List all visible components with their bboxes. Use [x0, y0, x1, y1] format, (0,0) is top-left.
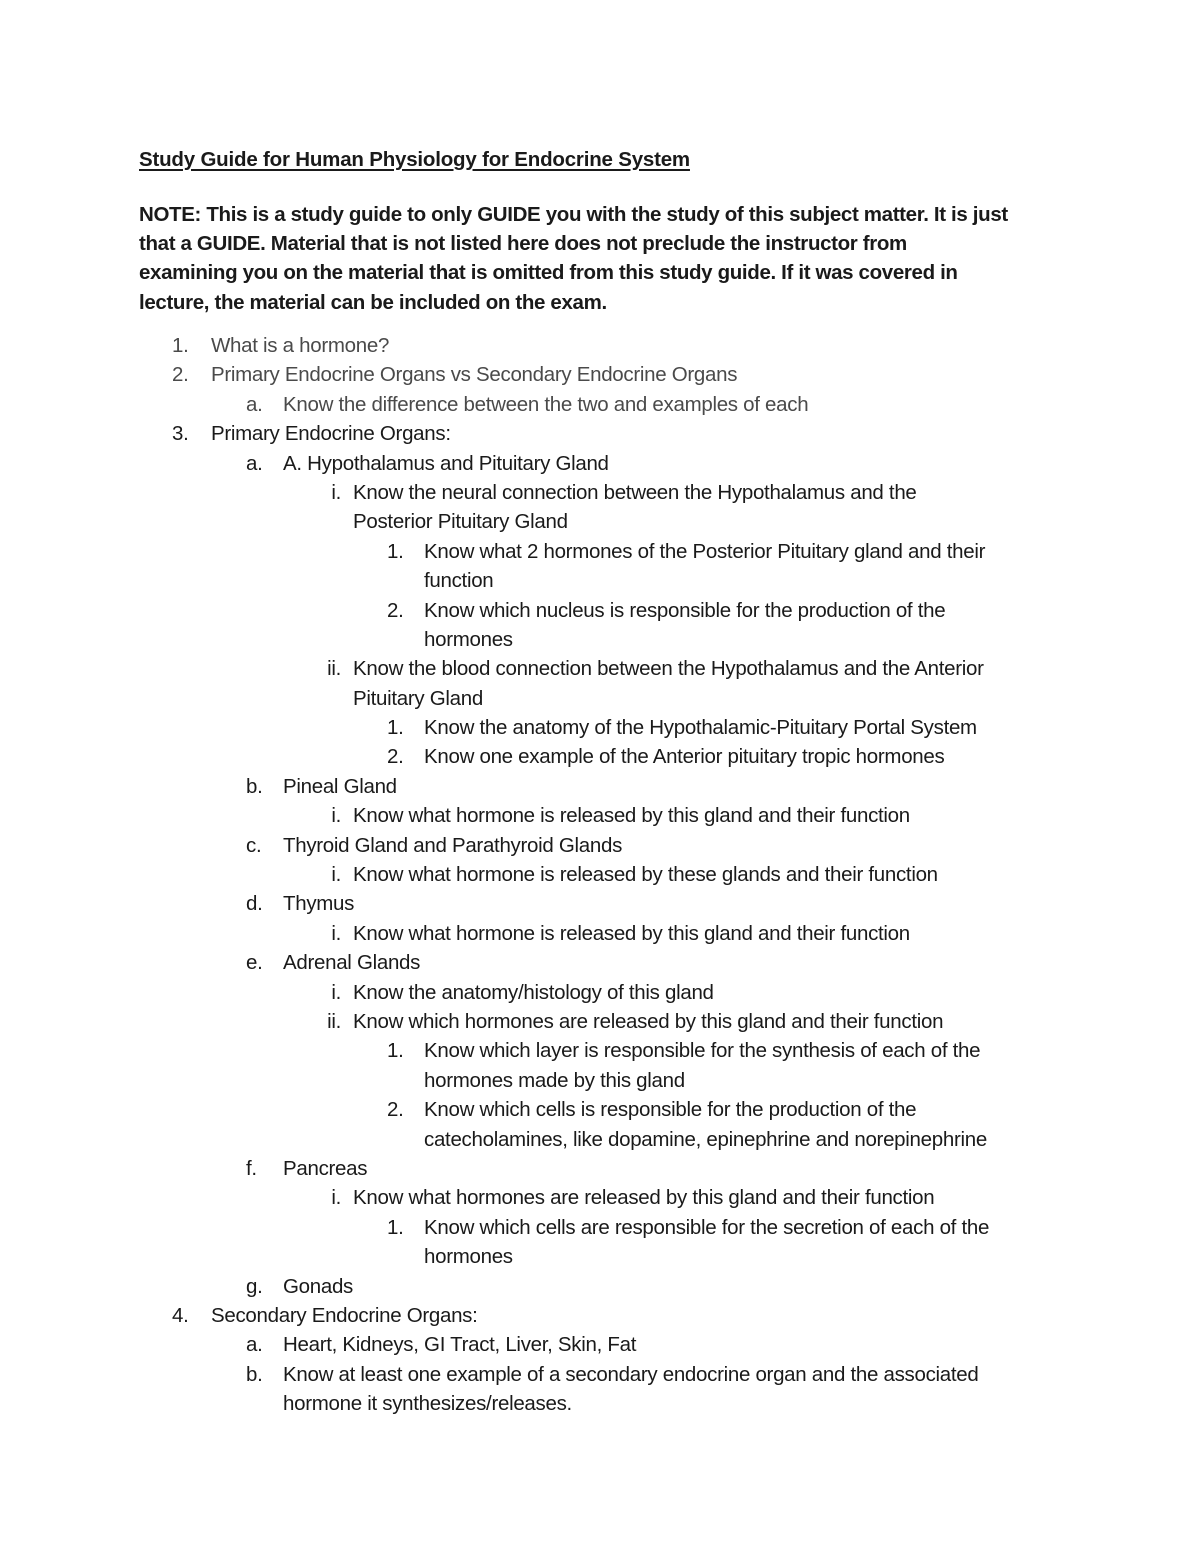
- outline-item-level-3: [0, 1183, 1200, 1212]
- outline-text: Pancreas: [283, 1156, 368, 1180]
- outline-text: Thymus: [283, 892, 355, 916]
- outline-item-continuation: [0, 1242, 1200, 1271]
- outline-marker: a.: [246, 1333, 263, 1357]
- outline-text: hormones made by this gland: [424, 1068, 685, 1092]
- outline-marker: 2.: [387, 1098, 404, 1122]
- outline-item-level-2: [0, 889, 1200, 918]
- outline-item-level-4: [0, 1036, 1200, 1065]
- outline-marker: b.: [246, 1362, 263, 1386]
- outline-item-level-2: [0, 1272, 1200, 1301]
- outline-text: A. Hypothalamus and Pituitary Gland: [283, 451, 609, 475]
- outline-marker: 2.: [387, 745, 404, 769]
- outline-text: Heart, Kidneys, GI Tract, Liver, Skin, Fat: [283, 1333, 637, 1357]
- outline-item-level-4: [0, 596, 1200, 625]
- outline-text: Know the blood connection between the Hypothalamus and the Anterior: [353, 657, 984, 681]
- outline-text: Know the difference between the two and examples of each: [283, 392, 809, 416]
- outline-item-level-3: [0, 654, 1200, 683]
- outline-marker: f.: [246, 1156, 257, 1180]
- note-line: NOTE: This is a study guide to only GUIDE you with the study of this subject matter. It is just: [139, 203, 1008, 226]
- outline-item-continuation: [0, 684, 1200, 713]
- note-line: that a GUIDE. Material that is not listed here does not preclude the instructor from: [139, 232, 907, 256]
- outline-marker: ii.: [327, 657, 341, 681]
- outline-item-level-3: [0, 919, 1200, 948]
- outline-marker: e.: [246, 951, 263, 975]
- outline-text: function: [424, 569, 494, 593]
- outline-marker: 1.: [387, 1039, 404, 1063]
- outline-item-level-3: [0, 860, 1200, 889]
- outline-marker: 3.: [172, 422, 189, 446]
- outline-text: Know at least one example of a secondary endocrine organ and the associated: [283, 1362, 979, 1386]
- outline-item-level-3: [0, 801, 1200, 830]
- outline-item-continuation: [0, 1389, 1200, 1418]
- outline-text: Know which cells is responsible for the production of the: [424, 1098, 917, 1122]
- outline-item-level-4: [0, 713, 1200, 742]
- note-line: lecture, the material can be included on the exam.: [139, 290, 607, 314]
- outline-marker: 2.: [172, 363, 189, 387]
- outline-text: Know which nucleus is responsible for the production of the: [424, 598, 946, 622]
- outline-marker: 1.: [172, 334, 189, 357]
- outline-marker: 1.: [387, 716, 404, 740]
- outline-marker: 2.: [387, 598, 404, 622]
- outline-marker: i.: [331, 480, 341, 504]
- outline-text: Primary Endocrine Organs vs Secondary Endocrine Organs: [211, 363, 738, 387]
- outline-item-level-2: [0, 449, 1200, 478]
- outline-item-level-2: [0, 772, 1200, 801]
- outline-text: What is a hormone?: [211, 334, 390, 357]
- outline-text: Know which hormones are released by this gland and their function: [353, 1009, 944, 1033]
- outline-marker: ii.: [327, 1009, 341, 1033]
- outline-item-continuation: [0, 507, 1200, 536]
- outline-item-level-3: [0, 1007, 1200, 1036]
- outline-text: Pituitary Gland: [353, 686, 483, 710]
- outline-text: hormones: [424, 1245, 513, 1269]
- note-line: examining you on the material that is omitted from this study guide. If it was covered in: [139, 261, 958, 285]
- note-paragraph: [139, 200, 1069, 317]
- outline-marker: g.: [246, 1274, 263, 1298]
- outline-marker: i.: [331, 804, 341, 828]
- outline-marker: i.: [331, 980, 341, 1004]
- outline-text: Know the anatomy of the Hypothalamic-Pituitary Portal System: [424, 716, 977, 740]
- outline-item-level-4: [0, 1095, 1200, 1124]
- outline-item-continuation: [0, 1066, 1200, 1095]
- outline-item-level-3: [0, 978, 1200, 1007]
- outline-text: Gonads: [283, 1274, 354, 1298]
- outline-text: Thyroid Gland and Parathyroid Glands: [283, 833, 623, 857]
- outline-text: Know the anatomy/histology of this gland: [353, 980, 714, 1004]
- outline-item-level-2: [0, 831, 1200, 860]
- outline-marker: a.: [246, 451, 263, 475]
- outline-text: Know the neural connection between the Hypothalamus and the: [353, 480, 917, 504]
- outline-item-continuation: [0, 625, 1200, 654]
- outline-text: hormones: [424, 627, 513, 651]
- outline-item-level-1: [0, 331, 1200, 360]
- outline-item-level-2: [0, 1154, 1200, 1183]
- outline-marker: a.: [246, 392, 263, 416]
- outline-text: Know what hormone is released by these glands and their function: [353, 863, 938, 887]
- outline-marker: 1.: [387, 1215, 404, 1239]
- outline-item-level-2: [0, 1360, 1200, 1389]
- outline-item-level-3: [0, 478, 1200, 507]
- outline-marker: i.: [331, 863, 341, 887]
- outline-item-continuation: [0, 1125, 1200, 1154]
- study-outline: [0, 331, 1200, 1418]
- outline-marker: b.: [246, 774, 263, 798]
- outline-text: Know what 2 hormones of the Posterior Pituitary gland and their: [424, 539, 986, 563]
- outline-text: Know one example of the Anterior pituitary tropic hormones: [424, 745, 945, 769]
- outline-item-level-4: [0, 742, 1200, 771]
- outline-text: Primary Endocrine Organs:: [211, 422, 451, 446]
- outline-text: Pineal Gland: [283, 774, 397, 798]
- outline-text: Know which cells are responsible for the secretion of each of the: [424, 1215, 990, 1239]
- outline-text: Know which layer is responsible for the synthesis of each of the: [424, 1039, 981, 1063]
- outline-item-level-4: [0, 1213, 1200, 1242]
- outline-text: Know what hormone is released by this gland and their function: [353, 804, 910, 828]
- outline-text: Know what hormone is released by this gland and their function: [353, 921, 910, 945]
- outline-text: Know what hormones are released by this gland and their function: [353, 1186, 935, 1210]
- outline-text: catecholamines, like dopamine, epinephrine and norepinephrine: [424, 1127, 987, 1151]
- outline-marker: i.: [331, 1186, 341, 1210]
- outline-text: hormone it synthesizes/releases.: [283, 1392, 572, 1416]
- outline-marker: 4.: [172, 1303, 189, 1327]
- outline-item-level-4: [0, 537, 1200, 566]
- outline-item-level-1: [0, 360, 1200, 389]
- outline-marker: 1.: [387, 539, 404, 563]
- outline-item-level-2: [0, 1330, 1200, 1359]
- outline-text: Posterior Pituitary Gland: [353, 510, 568, 534]
- outline-item-level-1: [0, 419, 1200, 448]
- outline-marker: d.: [246, 892, 263, 916]
- outline-item-level-2: [0, 390, 1200, 419]
- outline-marker: i.: [331, 921, 341, 945]
- page-title: Study Guide for Human Physiology for Endocrine System: [139, 148, 690, 171]
- outline-item-level-2: [0, 948, 1200, 977]
- outline-text: Secondary Endocrine Organs:: [211, 1303, 478, 1327]
- outline-text: Adrenal Glands: [283, 951, 421, 975]
- outline-marker: c.: [246, 833, 262, 857]
- outline-item-level-1: [0, 1301, 1200, 1330]
- outline-item-continuation: [0, 566, 1200, 595]
